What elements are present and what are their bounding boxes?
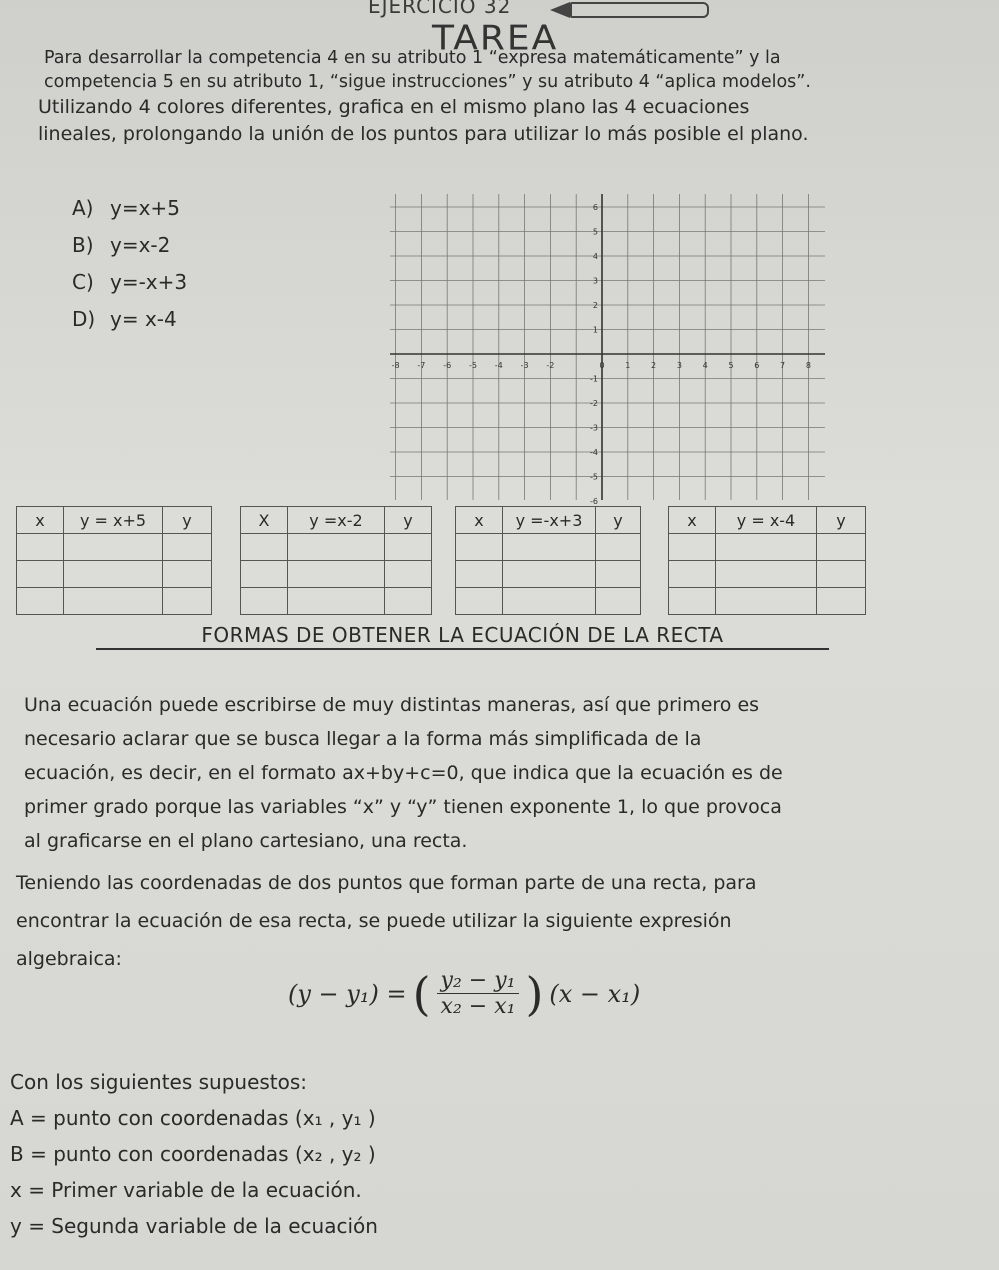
equation-item [72, 270, 187, 307]
value-table-d [668, 506, 866, 615]
x-tick-label: 5 [728, 361, 734, 370]
definition-y: y = Segunda variable de la ecuación [10, 1214, 378, 1238]
table-cell[interactable] [288, 561, 385, 588]
paragraph-formula-intro [16, 864, 900, 978]
table-cell[interactable] [163, 561, 212, 588]
equation-expr: y=x+5 [110, 196, 180, 220]
y-tick-label: 1 [592, 325, 598, 335]
equation-label: B) [72, 233, 94, 257]
x-tick-label: 2 [651, 361, 657, 370]
table-cell[interactable] [385, 588, 432, 615]
x-tick-label: 0 [599, 361, 605, 370]
y-tick-label: 4 [592, 252, 598, 261]
table-cell[interactable] [503, 561, 596, 588]
instructions [38, 46, 874, 148]
table-cell[interactable] [669, 588, 716, 615]
table-cell[interactable] [241, 588, 288, 615]
equation-item [72, 196, 187, 233]
table-cell[interactable] [456, 534, 503, 561]
equation-expr: y=-x+3 [110, 270, 188, 294]
table-header-x: x [669, 507, 716, 534]
table-cell[interactable] [241, 561, 288, 588]
y-tick-label: -4 [590, 448, 598, 457]
table-cell[interactable] [817, 588, 866, 615]
cartesian-plane-svg [390, 194, 825, 506]
table-cell[interactable] [288, 588, 385, 615]
equation-item [72, 307, 187, 344]
paragraph-line: al graficarse en el plano cartesiano, una recta. [24, 830, 468, 852]
table-cell[interactable] [503, 588, 596, 615]
point-slope-formula [288, 968, 640, 1019]
y-tick-label: -1 [590, 374, 598, 384]
section-title: FORMAS DE OBTENER LA ECUACIÓN DE LA RECTA [96, 622, 829, 650]
paragraph-intro [24, 688, 900, 858]
table-cell[interactable] [596, 534, 641, 561]
equation-label: C) [72, 270, 94, 294]
table-cell[interactable] [163, 588, 212, 615]
paragraph-line: Teniendo las coordenadas de dos puntos que forman parte de una recta, para [16, 872, 757, 894]
x-tick-label: -2 [546, 361, 555, 370]
definitions-title: Con los siguientes supuestos: [10, 1070, 308, 1094]
table-cell[interactable] [163, 534, 212, 561]
table-header-x: x [17, 507, 64, 534]
instructions-line: Utilizando 4 colores diferentes, grafica en el mismo plano las 4 ecuaciones [38, 96, 750, 118]
table-cell[interactable] [17, 534, 64, 561]
x-tick-label: -3 [520, 361, 529, 370]
table-cell[interactable] [503, 534, 596, 561]
table-header-y: y [596, 507, 641, 534]
x-tick-label: 7 [780, 361, 786, 370]
formula-lhs: (y − y₁) = [288, 979, 407, 1008]
definitions [10, 1064, 378, 1244]
paragraph-line: necesario aclarar que se busca llegar a la forma más simplificada de la [24, 728, 702, 750]
paragraph-line: Una ecuación puede escribirse de muy distintas maneras, así que primero es [24, 694, 760, 716]
table-cell[interactable] [817, 534, 866, 561]
paragraph-line: algebraica: [16, 948, 122, 970]
table-cell[interactable] [385, 534, 432, 561]
paragraph-line: encontrar la ecuación de esa recta, se puede utilizar la siguiente expresión [16, 910, 732, 932]
table-cell[interactable] [64, 588, 163, 615]
table-cell[interactable] [716, 561, 817, 588]
formula-paren-open: ( [412, 966, 431, 1021]
y-tick-label: 5 [592, 227, 598, 237]
equation-expr: y=x-2 [110, 233, 171, 257]
y-tick-label: 6 [592, 203, 598, 212]
value-table-b [240, 506, 432, 615]
value-table-c [455, 506, 641, 615]
table-cell[interactable] [241, 534, 288, 561]
table-cell[interactable] [385, 561, 432, 588]
table-cell[interactable] [716, 534, 817, 561]
pencil-icon [570, 2, 709, 18]
x-tick-label: 4 [702, 361, 708, 370]
table-cell[interactable] [64, 534, 163, 561]
x-tick-label: -7 [417, 361, 426, 370]
x-tick-label: -8 [391, 361, 400, 370]
formula-numerator: y₂ − y₁ [437, 968, 520, 994]
x-tick-label: 3 [676, 361, 682, 370]
equation-item [72, 233, 187, 270]
instructions-line: lineales, prolongando la unión de los puntos para utilizar lo más posible el plano. [38, 123, 809, 145]
table-cell[interactable] [456, 561, 503, 588]
definition-b: B = punto con coordenadas (x₂ , y₂ ) [10, 1142, 376, 1166]
table-cell[interactable] [596, 561, 641, 588]
x-tick-label: -5 [469, 361, 477, 370]
table-header-y: y [385, 507, 432, 534]
x-tick-label: 8 [805, 361, 811, 370]
table-cell[interactable] [456, 588, 503, 615]
equation-label: D) [72, 307, 96, 331]
x-tick-label: -4 [494, 361, 503, 370]
equation-expr: y= x-4 [110, 307, 177, 331]
table-header-eq: y = x-4 [716, 507, 817, 534]
definition-a: A = punto con coordenadas (x₁ , y₁ ) [10, 1106, 376, 1130]
x-tick-label: -6 [443, 361, 452, 370]
table-cell[interactable] [669, 561, 716, 588]
x-tick-label: 6 [754, 361, 760, 370]
table-header-eq: y = x+5 [64, 507, 163, 534]
table-cell[interactable] [17, 561, 64, 588]
table-header-y: y [817, 507, 866, 534]
table-header-eq: y =-x+3 [503, 507, 596, 534]
value-table-a [16, 506, 212, 615]
table-cell[interactable] [716, 588, 817, 615]
table-cell[interactable] [596, 588, 641, 615]
paragraph-line: primer grado porque las variables “x” y “y” tienen exponente 1, lo que provoca [24, 796, 782, 818]
equation-list [72, 196, 187, 344]
formula-paren-close: ) [525, 966, 544, 1021]
table-header-x: x [456, 507, 503, 534]
y-tick-label: -6 [590, 497, 598, 506]
formula-fraction [437, 968, 520, 1019]
table-cell[interactable] [817, 561, 866, 588]
homework-title: TAREA [432, 19, 559, 58]
y-tick-label: 2 [592, 301, 598, 310]
instructions-line: competencia 5 en su atributo 1, “sigue instrucciones” y su atributo 4 “aplica modelos”. [44, 72, 811, 92]
paragraph-line: ecuación, es decir, en el formato ax+by+c=0, que indica que la ecuación es de [24, 762, 783, 784]
table-cell[interactable] [17, 588, 64, 615]
y-tick-label: -2 [590, 399, 598, 408]
equation-label: A) [72, 196, 94, 220]
x-tick-label: 1 [625, 361, 631, 370]
table-header-y: y [163, 507, 212, 534]
y-tick-label: -3 [590, 423, 598, 433]
y-tick-label: -5 [590, 472, 598, 482]
table-header-x: X [241, 507, 288, 534]
y-tick-label: 3 [592, 276, 598, 286]
table-cell[interactable] [64, 561, 163, 588]
instructions-line: Para desarrollar la competencia 4 en su atributo 1 “expresa matemáticamente” y la [44, 48, 781, 68]
table-cell[interactable] [669, 534, 716, 561]
table-header-eq: y =x-2 [288, 507, 385, 534]
formula-denominator: x₂ − x₁ [440, 994, 516, 1019]
cartesian-plane [390, 194, 825, 506]
formula-rhs: (x − x₁) [549, 979, 641, 1008]
exercise-number: EJERCICIO 32 [368, 0, 512, 18]
definition-x: x = Primer variable de la ecuación. [10, 1178, 362, 1202]
table-cell[interactable] [288, 534, 385, 561]
